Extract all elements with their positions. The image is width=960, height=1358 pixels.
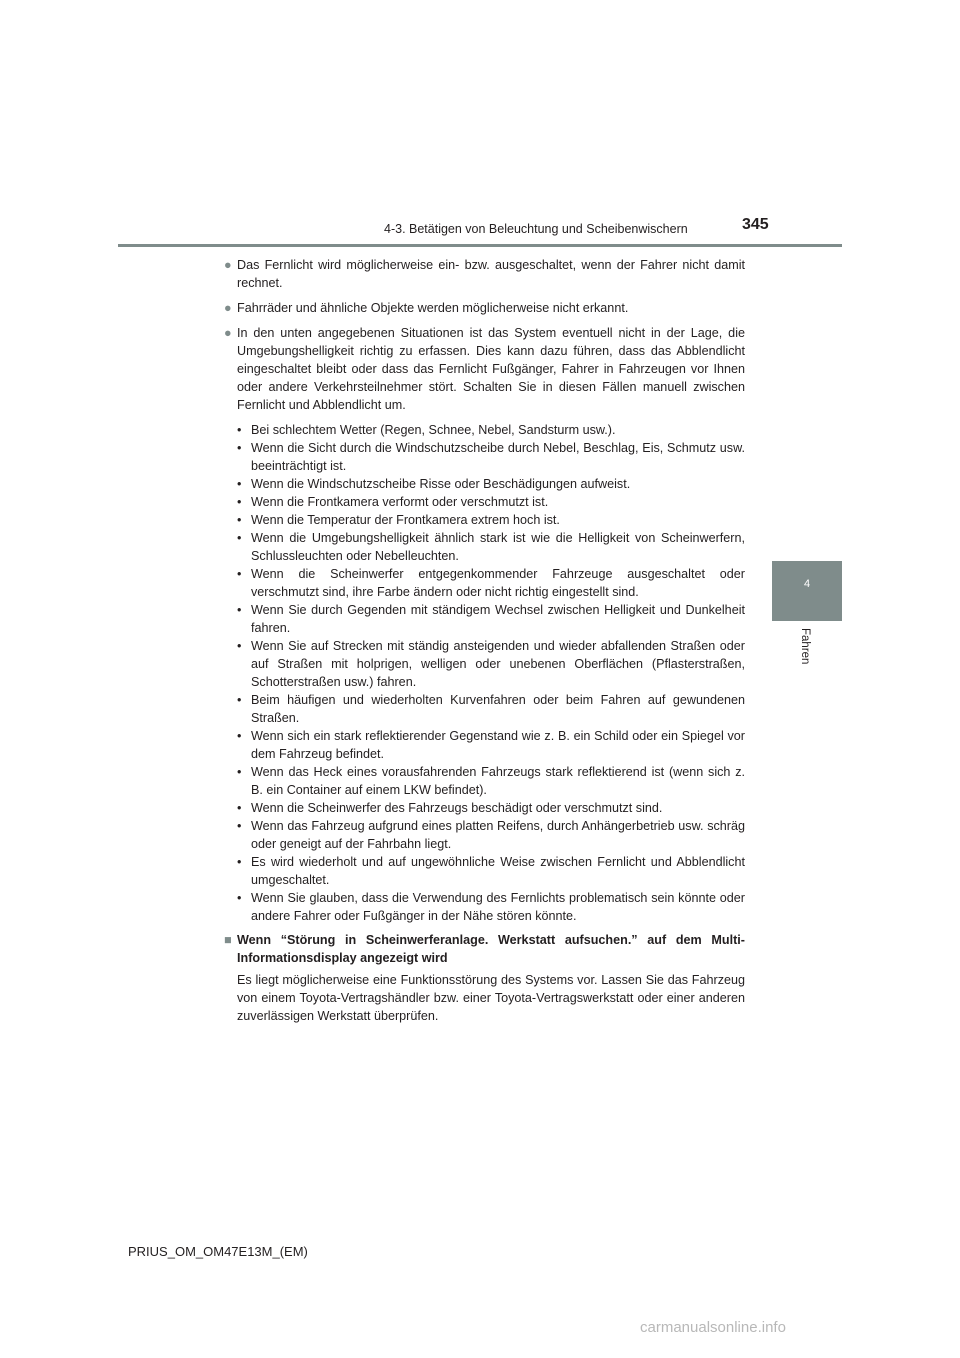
running-header: 4-3. Betätigen von Beleuchtung und Scheibenwischern [384,222,688,236]
bullet-text: Das Fernlicht wird möglicherweise ein- bzw. ausgeschaltet, wenn der Fahrer nicht damit rechnet. [237,258,745,290]
page-number: 345 [742,216,769,233]
list-item: • Wenn die Temperatur der Frontkamera extrem hoch ist. [237,513,560,527]
list-item: • Beim häufigen und wiederholten Kurvenfahren oder beim Fahren auf gewundenen Straßen. [237,693,745,725]
section-heading-text: Wenn “Störung in Scheinwerferanlage. Werkstatt aufsuchen.” auf dem Multi-Informationsdisplay angezeigt wird [237,933,745,965]
list-item: • Wenn Sie durch Gegenden mit ständigem Wechsel zwischen Helligkeit und Dunkelheit fahren. [237,603,745,635]
list-item: • Es wird wiederholt und auf ungewöhnliche Weise zwischen Fernlicht und Abblendlicht umgeschaltet. [237,855,745,887]
list-item: • Wenn Sie auf Strecken mit ständig ansteigenden und wieder abfallenden Straßen oder auf Straßen mit holprigen, welligen oder unebenen Oberflächen (Pflasterstraßen, Schotterstraßen usw.) fahren. [237,639,745,689]
list-item: • Wenn das Fahrzeug aufgrund eines platten Reifens, durch Anhängerbetrieb usw. schräg oder geneigt auf der Fahrbahn liegt. [237,819,745,851]
list-item: • Wenn die Sicht durch die Windschutzscheibe durch Nebel, Beschlag, Eis, Schmutz usw. beeinträchtigt ist. [237,441,745,473]
watermark: carmanualsonline.info [640,1319,786,1336]
bullet-marker: ● [224,301,232,315]
section-heading [224,931,745,967]
list-item: • Bei schlechtem Wetter (Regen, Schnee, Nebel, Sandsturm usw.). [237,423,616,437]
bullet-item [224,324,745,414]
list-item: • Wenn die Scheinwerfer entgegenkommender Fahrzeuge ausgeschaltet oder verschmutzt sind, ihre Farbe ändern oder nicht richtig eingestellt sind. [237,567,745,599]
list-item: • Wenn die Windschutzscheibe Risse oder Beschädigungen aufweist. [237,477,631,491]
list-item: • Wenn das Heck eines vorausfahrenden Fahrzeugs stark reflektierend ist (wenn sich z. B. ein Container auf einem LKW befindet). [237,765,745,797]
main-content [224,256,745,1025]
header-divider [118,244,842,247]
bullet-text: In den unten angegebenen Situationen ist das System eventuell nicht in der Lage, die Umgebungshelligkeit richtig zu erfassen. Dies kann dazu führen, dass das Abblendlicht eingeschaltet bleibt oder dass das Fernlicht Fußgänger, Fahrer in Fahrzeugen vor Ihnen oder andere Verkehrsteilnehmer stört. Schalten Sie in diesen Fällen manuell zwischen Fernlicht und Abblendlicht um. [237,326,745,412]
list-item: • Wenn die Umgebungshelligkeit ähnlich stark ist wie die Helligkeit von Scheinwerfern, Schlussleuchten oder Nebelleuchten. [237,531,745,563]
chapter-label: Fahren [799,628,811,665]
list-item: • Wenn die Frontkamera verformt oder verschmutzt ist. [237,495,549,509]
list-item: • Wenn sich ein stark reflektierender Gegenstand wie z. B. ein Schild oder ein Spiegel vor dem Fahrzeug befindet. [237,729,745,761]
list-item: • Wenn Sie glauben, dass die Verwendung des Fernlichts problematisch sein könnte oder andere Fahrer oder Fußgänger in der Nähe stören könnte. [237,891,745,923]
chapter-tab [772,561,842,621]
bullet-text: Fahrräder und ähnliche Objekte werden möglicherweise nicht erkannt. [237,301,629,315]
section-marker-icon: ■ [224,933,232,947]
document-code: PRIUS_OM_OM47E13M_(EM) [128,1244,308,1259]
situation-list [237,421,745,925]
bullet-item [224,256,745,292]
section-body: Es liegt möglicherweise eine Funktionsstörung des Systems vor. Lassen Sie das Fahrzeug von einem Toyota-Vertragshändler bzw. einer Toyota-Vertragswerkstatt oder einer anderen zuverlässigen Werkstatt überprüfen. [237,973,745,1023]
bullet-marker: ● [224,326,232,340]
bullet-item [224,299,745,317]
bullet-marker: ● [224,258,232,272]
chapter-number: 4 [803,578,811,590]
list-item: • Wenn die Scheinwerfer des Fahrzeugs beschädigt oder verschmutzt sind. [237,801,663,815]
